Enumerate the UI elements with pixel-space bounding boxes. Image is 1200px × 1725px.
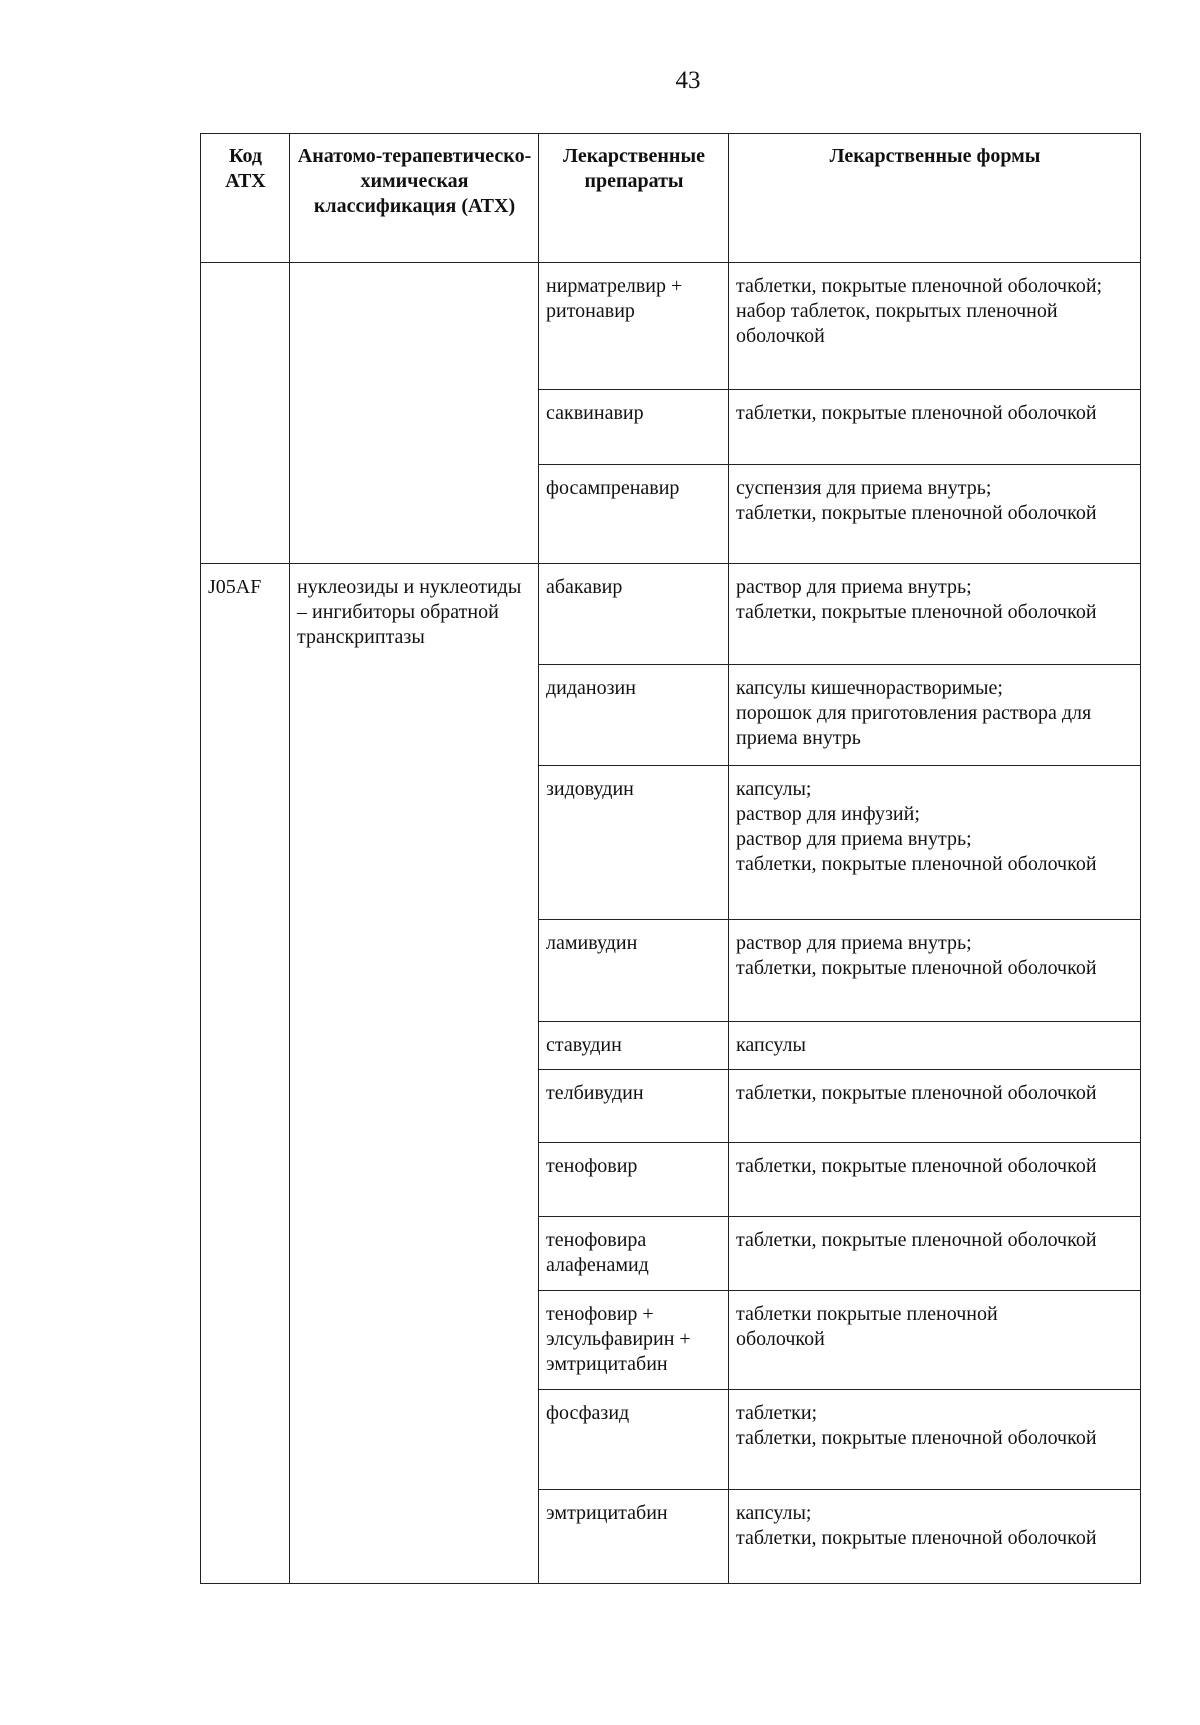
forms-cell [729, 1022, 1141, 1070]
form-line: таблетки, покрытые пленочной оболочкой [736, 402, 1097, 424]
forms-cell [729, 1143, 1141, 1217]
drug-classification-table [200, 133, 1141, 1584]
form-line: таблетки, покрытые пленочной оболочкой; [736, 275, 1103, 297]
form-line: раствор для приема внутрь; [736, 576, 972, 598]
form-line: таблетки, покрытые пленочной оболочкой [736, 1155, 1097, 1177]
form-line: таблетки, покрытые пленочной оболочкой [736, 1229, 1097, 1251]
form-line: таблетки, покрытые пленочной оболочкой [736, 853, 1097, 875]
form-line: таблетки, покрытые пленочной оболочкой [736, 601, 1097, 623]
form-line: капсулы; [736, 1502, 812, 1524]
header-classification: Анатомо-терапевтическо-химическая классификация (АТХ) [290, 134, 539, 263]
classification-cell [290, 263, 539, 564]
code-cell [201, 263, 290, 564]
forms-cell [729, 665, 1141, 766]
forms-cell [729, 920, 1141, 1022]
form-line: раствор для приема внутрь; [736, 932, 972, 954]
drug-cell: эмтрицитабин [539, 1490, 729, 1584]
form-line: раствор для инфузий; [736, 803, 920, 825]
drug-cell: тенофовир + элсульфавирин + эмтрицитабин [539, 1291, 729, 1390]
header-code: Код АТХ [201, 134, 290, 263]
code-cell: J05AF [201, 564, 290, 1584]
form-line-justified [736, 1302, 1134, 1327]
drug-cell: ламивудин [539, 920, 729, 1022]
form-line: капсулы; [736, 778, 812, 800]
forms-cell [729, 263, 1141, 390]
page-number: 43 [675, 67, 701, 94]
form-word: покрытые [816, 1303, 902, 1325]
drug-cell: нирматрелвир + ритонавир [539, 263, 729, 390]
forms-cell [729, 1291, 1141, 1390]
form-line: таблетки, покрытые пленочной оболочкой [736, 1082, 1097, 1104]
form-line: таблетки, покрытые пленочной оболочкой [736, 1527, 1097, 1549]
form-line: раствор для приема внутрь; [736, 828, 972, 850]
forms-cell [729, 1070, 1141, 1143]
form-line: капсулы кишечнорастворимые; [736, 677, 1003, 699]
form-line: оболочкой [736, 1328, 825, 1350]
drug-cell: телбивудин [539, 1070, 729, 1143]
table-header-row [201, 134, 1141, 263]
forms-cell [729, 1490, 1141, 1584]
form-line: суспензия для приема внутрь; [736, 477, 992, 499]
form-line: таблетки, покрытые пленочной оболочкой [736, 1427, 1097, 1449]
drug-cell: диданозин [539, 665, 729, 766]
form-word: пленочной [906, 1303, 998, 1325]
form-line: порошок для приготовления раствора для приема внутрь [736, 702, 1092, 749]
header-forms: Лекарственные формы [729, 134, 1141, 263]
drug-cell: фосампренавир [539, 465, 729, 564]
classification-cell: нуклеозиды и нуклеотиды – ингибиторы обратной транскриптазы [290, 564, 539, 1584]
table-row [201, 564, 1141, 665]
forms-cell [729, 465, 1141, 564]
form-line: таблетки; [736, 1402, 818, 1424]
forms-cell [729, 564, 1141, 665]
form-line: таблетки, покрытые пленочной оболочкой [736, 502, 1097, 524]
drug-cell: абакавир [539, 564, 729, 665]
forms-cell [729, 766, 1141, 920]
forms-cell [729, 390, 1141, 465]
drug-table-container [200, 133, 1140, 1584]
forms-cell [729, 1217, 1141, 1291]
drug-cell: саквинавир [539, 390, 729, 465]
table-row [201, 263, 1141, 390]
forms-cell [729, 1390, 1141, 1490]
form-line: набор таблеток, покрытых пленочной оболочкой [736, 300, 1058, 347]
form-line: капсулы [736, 1034, 806, 1056]
form-word: таблетки [736, 1303, 812, 1325]
drug-cell: тенофовира алафенамид [539, 1217, 729, 1291]
drug-cell: ставудин [539, 1022, 729, 1070]
form-line: таблетки, покрытые пленочной оболочкой [736, 957, 1097, 979]
drug-cell: фосфазид [539, 1390, 729, 1490]
header-drugs: Лекарственные препараты [539, 134, 729, 263]
drug-cell: тенофовир [539, 1143, 729, 1217]
drug-cell: зидовудин [539, 766, 729, 920]
